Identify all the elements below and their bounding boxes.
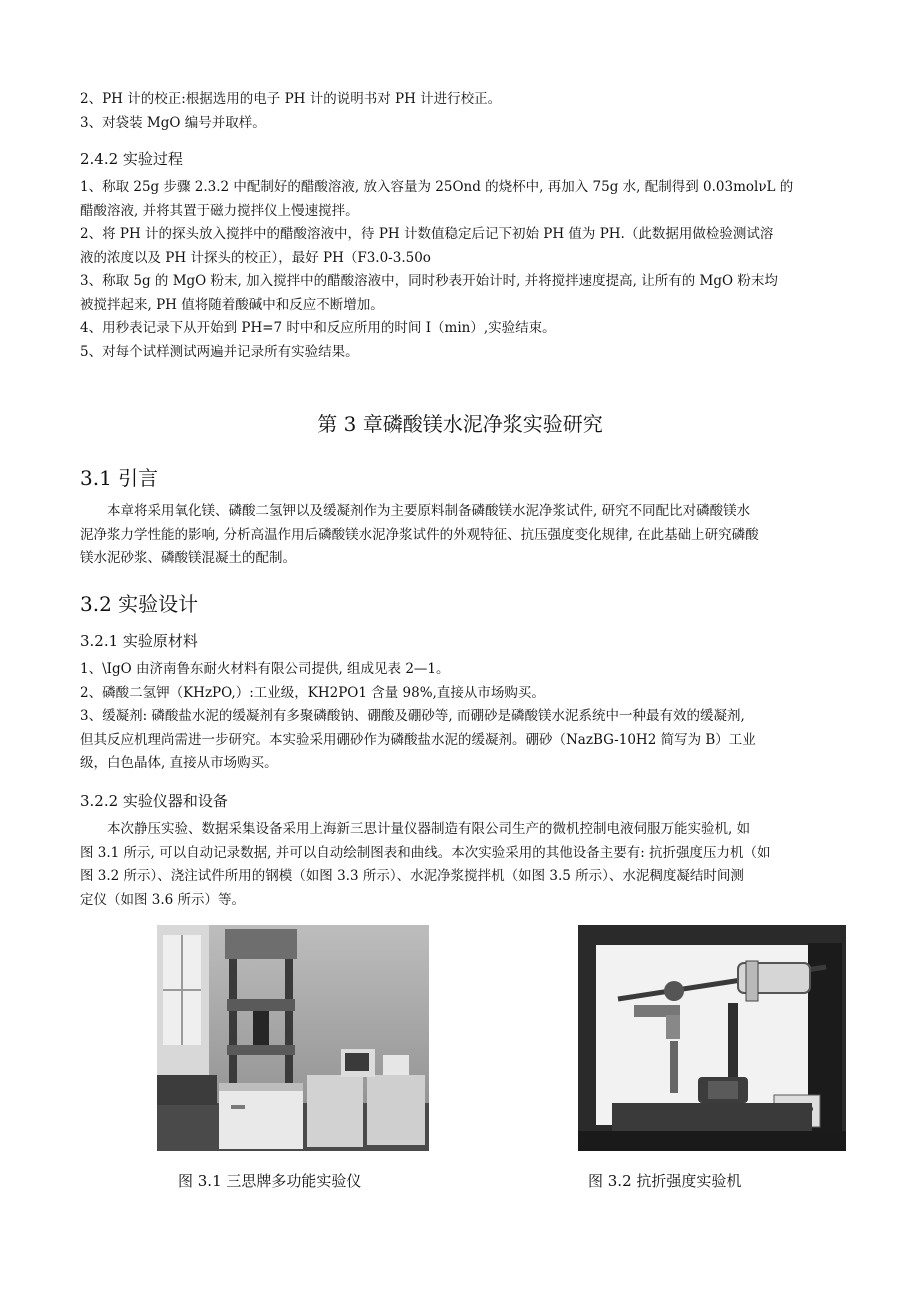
heading-2-4-2: 2.4.2 实验过程	[80, 150, 183, 168]
equipment-paragraph	[80, 818, 855, 912]
experiment-procedure	[80, 176, 855, 364]
chapter-title: 第 3 章磷酸镁水泥净浆实验研究	[317, 412, 603, 436]
heading-3-1: 3.1 引言	[80, 466, 159, 490]
procedure-line: 被搅拌起来, PH 值将随着酸碱中和反应不断增加。	[80, 296, 384, 313]
material-line: 级，白色晶体, 直接从市场购买。	[80, 755, 278, 771]
heading-3-2: 3.2 实验设计	[80, 592, 199, 616]
procedure-line: 2、将 PH 计的探头放入搅拌中的醋酸溶液中，待 PH 计数值稳定后记下初始 PH 值为 PH.（此数据用做检验测试溶	[80, 226, 774, 242]
intro-line: 泥净浆力学性能的影响, 分析高温作用后磷酸镁水泥净浆试件的外观特征、抗压强度变化规律, 在此基础上研究磷酸	[80, 526, 759, 543]
prep-step: 2、PH 计的校正:根据选用的电子 PH 计的说明书对 PH 计进行校正。	[80, 91, 502, 107]
figure-3-1-caption: 图 3.1 三思牌多功能实验仪	[178, 1172, 362, 1190]
material-line: 2、磷酸二氢钾（KHzPO,）:工业级，KH2PO1 含量 98%,直接从市场购买。	[80, 684, 545, 701]
material-line: 3、缓凝剂: 磷酸盐水泥的缓凝剂有多聚磷酸钠、硼酸及硼砂等, 而硼砂是磷酸镁水泥系统中一种最有效的缓凝剂,	[80, 708, 745, 724]
equipment-line: 定仪（如图 3.6 所示）等。	[80, 891, 246, 908]
procedure-line: 1、称取 25g 步骤 2.3.2 中配制好的醋酸溶液, 放入容量为 25Ond 的烧杯中, 再加入 75g 水, 配制得到 0.03molνL 的	[80, 179, 794, 195]
introduction-paragraph	[80, 500, 855, 571]
material-line: 1、\IgO 由济南鲁东耐火材料有限公司提供, 组成见表 2—1。	[80, 661, 450, 677]
procedure-line: 3、称取 5g 的 MgO 粉末, 加入搅拌中的醋酸溶液中，同时秒表开始计时, 并将搅拌速度提高, 让所有的 MgO 粉末均	[80, 273, 778, 289]
heading-3-2-2: 3.2.2 实验仪器和设备	[80, 792, 228, 810]
equipment-line: 图 3.1 所示, 可以自动记录数据, 并可以自动绘制图表和曲线。本次实验采用的其他设备主要有: 抗折强度压力机（如	[80, 844, 771, 861]
figure-3-2	[578, 925, 846, 1151]
universal-testing-machine-photo	[157, 925, 429, 1151]
intro-line: 本章将采用氧化镁、磷酸二氢钾以及缓凝剂作为主要原料制备磷酸镁水泥净浆试件, 研究不同配比对磷酸镁水	[107, 503, 751, 519]
raw-materials-list	[80, 658, 855, 776]
equipment-line: 图 3.2 所示）、浇注试件所用的钢模（如图 3.3 所示）、水泥净浆搅拌机（如图 3.5 所示）、水泥稠度凝结时间测	[80, 868, 744, 884]
procedure-line: 4、用秒表记录下从开始到 PH=7 时中和反应所用的时间 I（min）,实验结束。	[80, 320, 556, 336]
equipment-line: 本次静压实验、数据采集设备采用上海新三思计量仪器制造有限公司生产的微机控制电液伺服万能实验机, 如	[107, 821, 751, 837]
material-line: 但其反应机理尚需进一步研究。本实验采用硼砂作为磷酸盐水泥的缓凝剂。硼砂（NazBG-10H2 简写为 B）工业	[80, 731, 756, 748]
prep-step: 3、对袋装 MgO 编号并取样。	[80, 114, 266, 131]
heading-3-2-1: 3.2.1 实验原材料	[80, 632, 198, 650]
procedure-line: 5、对每个试样测试两遍并记录所有实验结果。	[80, 343, 359, 360]
figure-3-1	[157, 925, 429, 1151]
flexural-strength-machine-photo	[578, 925, 846, 1151]
intro-line: 镁水泥砂浆、磷酸镁混凝土的配制。	[80, 550, 296, 566]
preparation-steps	[80, 88, 855, 135]
procedure-line: 液的浓度以及 PH 计探头的校正），最好 PH（F3.0-3.50o	[80, 249, 431, 266]
figure-3-2-caption: 图 3.2 抗折强度实验机	[588, 1172, 742, 1190]
procedure-line: 醋酸溶液, 并将其置于磁力搅拌仪上慢速搅拌。	[80, 202, 359, 219]
